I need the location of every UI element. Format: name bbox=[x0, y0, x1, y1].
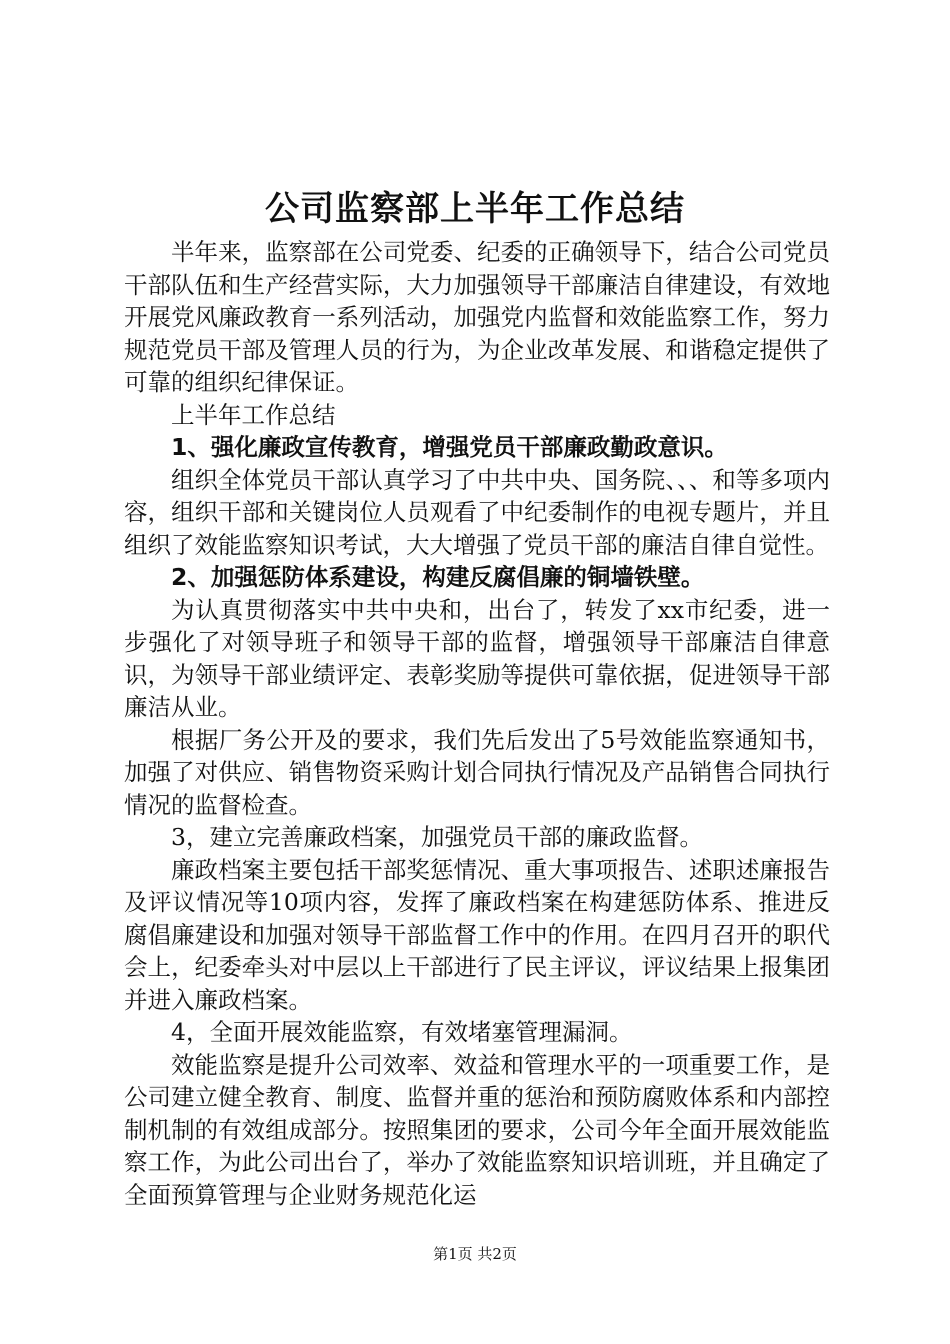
body-paragraph: 根据厂务公开及的要求，我们先后发出了5号效能监察通知书，加强了对供应、销售物资采购计划合同执行情况及产品销售合同执行情况的监督检查。 bbox=[124, 725, 830, 819]
section-heading-1: 1、强化廉政宣传教育，增强党员干部廉政勤政意识。 bbox=[171, 433, 728, 461]
section-heading-4: 4，全面开展效能监察，有效堵塞管理漏洞。 bbox=[171, 1018, 633, 1046]
intro-paragraph: 半年来，监察部在公司党委、纪委的正确领导下，结合公司党员干部队伍和生产经营实际，大力加强领导干部廉洁自律建设，有效地开展党风廉政教育一系列活动，加强党内监督和效能监察工作，努力规范党员干部及管理人员的行为，为企业改革发展、和谐稳定提供了可靠的组织纪律保证。 bbox=[124, 238, 830, 396]
document-body bbox=[124, 236, 830, 1211]
body-paragraph: 为认真贯彻落实中共中央和，出台了，转发了xx市纪委，进一步强化了对领导班子和领导干部的监督，增强领导干部廉洁自律意识，为领导干部业绩评定、表彰奖励等提供可靠依据，促进领导干部廉洁从业。 bbox=[124, 595, 830, 721]
page-footer: 第1页 共2页 bbox=[433, 1245, 517, 1263]
section-label: 上半年工作总结 bbox=[171, 400, 336, 429]
document-title: 公司监察部上半年工作总结 bbox=[265, 189, 685, 229]
section-heading-3: 3，建立完善廉政档案，加强党员干部的廉政监督。 bbox=[171, 823, 703, 851]
body-paragraph: 组织全体党员干部认真学习了中共中央、国务院、、、和等多项内容，组织干部和关键岗位人员观看了中纪委制作的电视专题片，并且组织了效能监察知识考试，大大增强了党员干部的廉洁自律自觉性。 bbox=[124, 465, 830, 559]
body-paragraph: 廉政档案主要包括干部奖惩情况、重大事项报告、述职述廉报告及评议情况等10项内容，发挥了廉政档案在构建惩防体系、推进反腐倡廉建设和加强对领导干部监督工作中的作用。在四月召开的职代会上，纪委牵头对中层以上干部进行了民主评议，评议结果上报集团并进入廉政档案。 bbox=[124, 855, 830, 1014]
section-heading-2: 2、加强惩防体系建设，构建反腐倡廉的铜墙铁壁。 bbox=[171, 563, 705, 591]
body-paragraph: 效能监察是提升公司效率、效益和管理水平的一项重要工作，是公司建立健全教育、制度、监督并重的惩治和预防腐败体系和内部控制机制的有效组成部分。按照集团的要求，公司今年全面开展效能监察工作，为此公司出台了，举办了效能监察知识培训班，并且确定了全面预算管理与企业财务规范化运 bbox=[124, 1050, 830, 1209]
